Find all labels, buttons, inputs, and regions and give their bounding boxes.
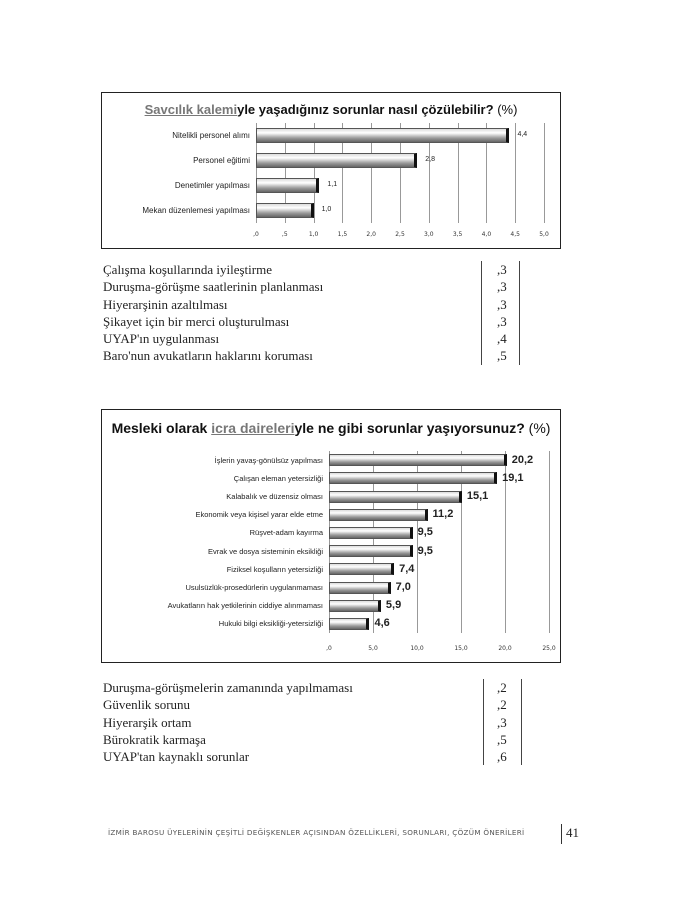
table-row [103, 261, 523, 278]
row-label: Hiyerarşik ortam [103, 714, 192, 730]
x-tick-label: 4,5 [510, 231, 520, 238]
category-label: Kalabalık ve düzensiz olması [226, 492, 323, 501]
value-label: 1,1 [327, 181, 338, 189]
table-row [103, 313, 523, 330]
bar [256, 153, 417, 168]
row-value: ,5 [497, 348, 507, 364]
title-text: yle ne gibi sorunlar yaşıyorsunuz? [294, 420, 525, 436]
title-unit: (%) [497, 102, 518, 117]
table-row [103, 278, 523, 295]
x-tick-label: 15,0 [454, 645, 468, 652]
title-underlined: icra daireleri [211, 420, 295, 436]
row-value: ,3 [497, 262, 507, 277]
category-label: İşlerin yavaş-gönülsüz yapılması [214, 455, 323, 465]
bar [329, 545, 413, 557]
chart-title [102, 102, 560, 117]
row-label: Duruşma-görüşmelerin zamanında yapılmaması [103, 680, 353, 695]
value-label: 5,9 [385, 599, 402, 612]
category-label: Hukuki bilgi eksikliği-yetersizliği [218, 619, 323, 629]
table-row [103, 330, 523, 347]
value-label: 15,1 [466, 489, 489, 502]
category-label: Denetimler yapılması [174, 180, 250, 190]
bar [329, 618, 369, 630]
bar [329, 582, 391, 594]
category-label: Fiziksel koşulların yetersizliği [226, 564, 323, 574]
title-underlined: Savcılık kalemi [144, 102, 238, 117]
x-tick-label: 2,0 [366, 231, 376, 238]
x-tick-label: 1,0 [308, 231, 319, 238]
x-tick-label: 25,0 [542, 645, 556, 652]
x-tick-label: 5,0 [368, 645, 378, 652]
value-label: 1,0 [321, 206, 332, 214]
value-label: 2,8 [425, 156, 435, 164]
x-tick-label: ,5 [281, 231, 288, 238]
row-label: UYAP'ın uygulanması [103, 331, 220, 347]
row-label: Güvenlik sorunu [103, 697, 191, 713]
category-label: Çalışan eleman yetersizliği [233, 473, 323, 483]
row-value: ,3 [497, 714, 507, 730]
title-prefix: Mesleki olarak [111, 420, 212, 436]
category-label: Ekonomik veya kişisel yarar elde etme [195, 510, 323, 520]
gridline [549, 451, 550, 633]
table-row [103, 696, 523, 713]
page-footer: İZMİR BAROSU ÜYELERİNİN ÇEŞİTLİ DEĞİŞKENLER AÇISINDAN ÖZELLİKLERİ, SORUNLARI, ÇÖZÜM ÖNERİLERİ [108, 828, 525, 837]
value-label: 4,6 [374, 617, 390, 630]
category-label: Usulsüzlük-prosedürlerin uygulanmaması [185, 583, 323, 592]
bar [329, 509, 428, 521]
row-label: Hiyerarşinin azaltılması [103, 296, 228, 312]
bar [256, 178, 319, 193]
value-label: 7,0 [395, 580, 411, 593]
row-label: Şikayet için bir merci oluşturulması [103, 313, 290, 329]
x-tick-label: 10,0 [410, 645, 424, 652]
category-label: Rüşvet-adam kayırma [249, 528, 323, 538]
row-value: ,2 [497, 680, 507, 695]
category-label: Mekan düzenlemesi yapılması [142, 205, 250, 215]
table-row [103, 731, 523, 748]
value-label: 4,4 [517, 131, 528, 139]
bar [256, 203, 314, 218]
category-label: Evrak ve dosya sisteminin eksikliği [207, 546, 323, 556]
value-label: 9,5 [417, 544, 433, 557]
table-row [103, 296, 523, 313]
row-label: Baro'nun avukatların haklarını koruması [103, 348, 313, 364]
title-text: yle yaşadığınız sorunlar nasıl çözülebilir? [237, 102, 494, 117]
bar [329, 600, 381, 612]
bar [256, 128, 509, 143]
bar [329, 527, 413, 539]
x-tick-label: 5,0 [539, 231, 549, 238]
x-tick-label: ,0 [326, 645, 332, 652]
row-label: UYAP'tan kaynaklı sorunlar [103, 749, 250, 765]
bar [329, 454, 507, 466]
category-label: Avukatların hak yetkilerinin ciddiye alınmaması [167, 601, 323, 611]
row-value: ,4 [497, 331, 507, 347]
x-tick-label: 4,0 [481, 231, 492, 238]
bar [329, 472, 497, 484]
chart-savcilik [101, 92, 561, 249]
table-row [103, 714, 523, 731]
row-label: Duruşma-görüşme saatlerinin planlanması [103, 279, 324, 295]
row-value: ,5 [497, 731, 507, 747]
row-value: ,2 [497, 697, 507, 713]
footer-divider [561, 824, 562, 844]
value-label: 19,1 [502, 471, 524, 484]
gridline [515, 123, 516, 223]
category-label: Nitelikli personel alımı [172, 130, 250, 140]
table-row [103, 347, 523, 364]
bar [329, 563, 394, 575]
page-number: 41 [566, 825, 579, 840]
x-tick-label: 3,0 [424, 231, 434, 238]
value-label: 11,2 [432, 508, 454, 521]
table-row [103, 679, 523, 696]
row-value: ,6 [497, 749, 507, 765]
table-solutions [103, 261, 523, 365]
x-tick-label: 2,5 [395, 231, 405, 238]
table-row [103, 748, 523, 765]
row-value: ,3 [497, 279, 507, 295]
category-label: Personel eğitimi [193, 155, 250, 165]
value-label: 9,5 [417, 526, 433, 539]
x-tick-label: 3,5 [452, 231, 463, 238]
x-tick-label: 20,0 [498, 645, 512, 652]
chart-icra [101, 409, 561, 663]
x-tick-label: 1,5 [337, 231, 348, 238]
title-unit: (%) [528, 420, 551, 436]
value-label: 20,2 [511, 453, 534, 466]
row-value: ,3 [497, 296, 507, 312]
plot-area [142, 123, 549, 238]
row-value: ,3 [497, 313, 507, 329]
x-tick-label: ,0 [253, 231, 259, 238]
table-problems [103, 679, 523, 765]
gridline [544, 123, 545, 223]
row-label: Bürokratik karmaşa [103, 731, 206, 747]
plot-area [167, 451, 556, 652]
chart-title [102, 420, 560, 436]
bar [329, 491, 462, 503]
row-label: Çalışma koşullarında iyileştirme [103, 262, 272, 277]
value-label: 7,4 [399, 562, 415, 575]
